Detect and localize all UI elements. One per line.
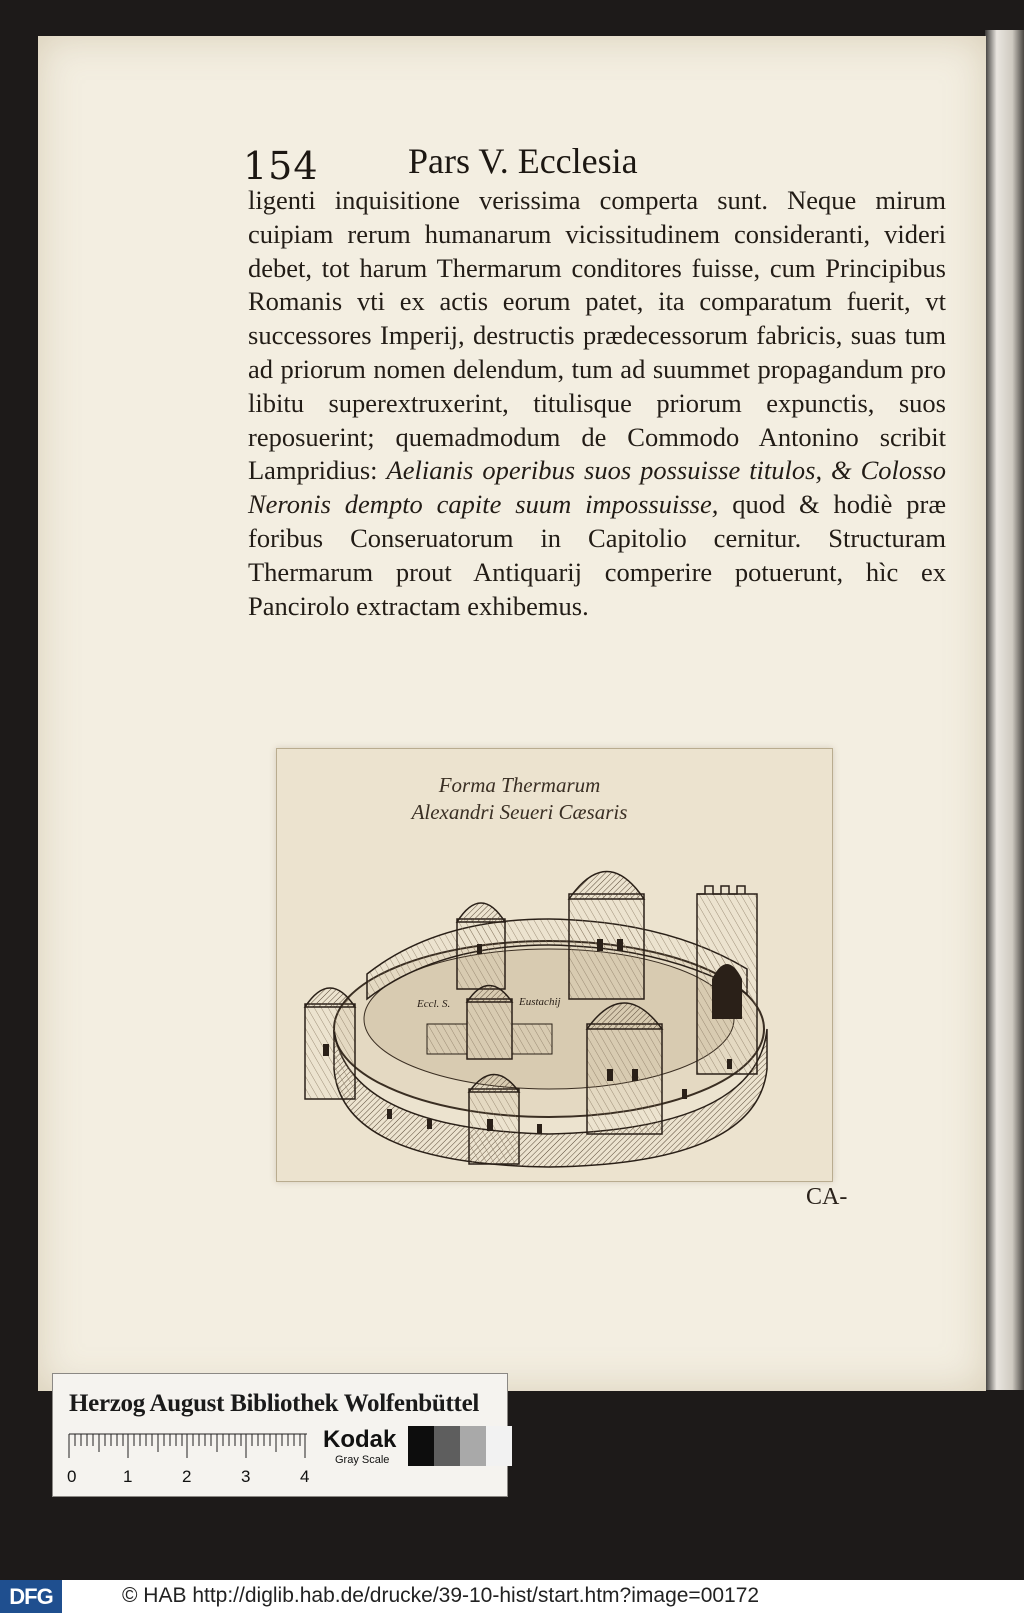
color-calibration-bar [52, 1373, 508, 1497]
book-page-edge [985, 30, 1024, 1390]
body-text-part1: ligenti inquisitione verissima comperta sunt. Neque mirum cuipiam rerum humanarum vicissitudinem consideranti, videri debet, tot harum Thermarum conditores fuisse, cum Principibus Romanis vti ex actis eorum patet, ita comparatum fuerit, vt successores Imperij, destructis prædecessorum fabricis, suas tum ad priorum nomen delendum, tum ad suummet propagandum pro libitu superextruxerint, titulisque priorum expunctis, suos reposuerint; quemadmodum de Commodo Antonino scribit Lampridius: [248, 185, 946, 486]
catchword: CA- [806, 1184, 848, 1210]
plate-caption-line1: Forma Thermarum [438, 773, 601, 797]
book-page [38, 36, 986, 1391]
page-number: 154 [243, 144, 319, 188]
plate-caption-line2: Alexandri Seueri Cæsaris [411, 800, 628, 824]
library-name: Herzog August Bibliothek Wolfenbüttel [69, 1390, 480, 1417]
ruler-scale [67, 1432, 317, 1492]
footer-bar [0, 1580, 1024, 1613]
ruler-label-3: 3 [241, 1467, 251, 1486]
gray-patch [408, 1426, 434, 1466]
ruler-label-1: 1 [123, 1467, 133, 1486]
baths-engraving [287, 829, 822, 1169]
running-title: Pars V. Ecclesia [408, 141, 638, 181]
dfg-logo[interactable]: DFG [0, 1580, 62, 1613]
engraving-label-left: Eccl. S. [417, 998, 451, 1010]
gray-patch [486, 1426, 512, 1466]
gray-patch [434, 1426, 460, 1466]
plate-caption [277, 773, 832, 825]
kodak-logo: Kodak [323, 1426, 397, 1453]
engraving-label-right: Eustachij [519, 996, 561, 1008]
ruler-label-4: 4 [300, 1467, 310, 1486]
gray-patch [460, 1426, 486, 1466]
body-text [248, 184, 946, 623]
ruler-label-0: 0 [67, 1467, 77, 1486]
body-quote: Aelianis operibus suos possuisse titulos, & Colosso Neronis dempto capite suum impossuisse, [248, 455, 947, 520]
gray-scale-label: Gray Scale [335, 1454, 390, 1466]
gray-patches [408, 1426, 512, 1466]
engraving-plate [276, 748, 833, 1182]
ruler-label-2: 2 [182, 1467, 192, 1486]
footer-source-link[interactable]: © HAB http://diglib.hab.de/drucke/39-10-hist/start.htm?image=00172 [122, 1584, 760, 1607]
body-text-part2: quod & hodiè præ foribus Conseruatorum in Capitolio cernitur. Structuram Thermarum prout Antiquarij comperire potuerunt, hìc ex Pancirolo extractam exhibemus. [248, 489, 946, 621]
